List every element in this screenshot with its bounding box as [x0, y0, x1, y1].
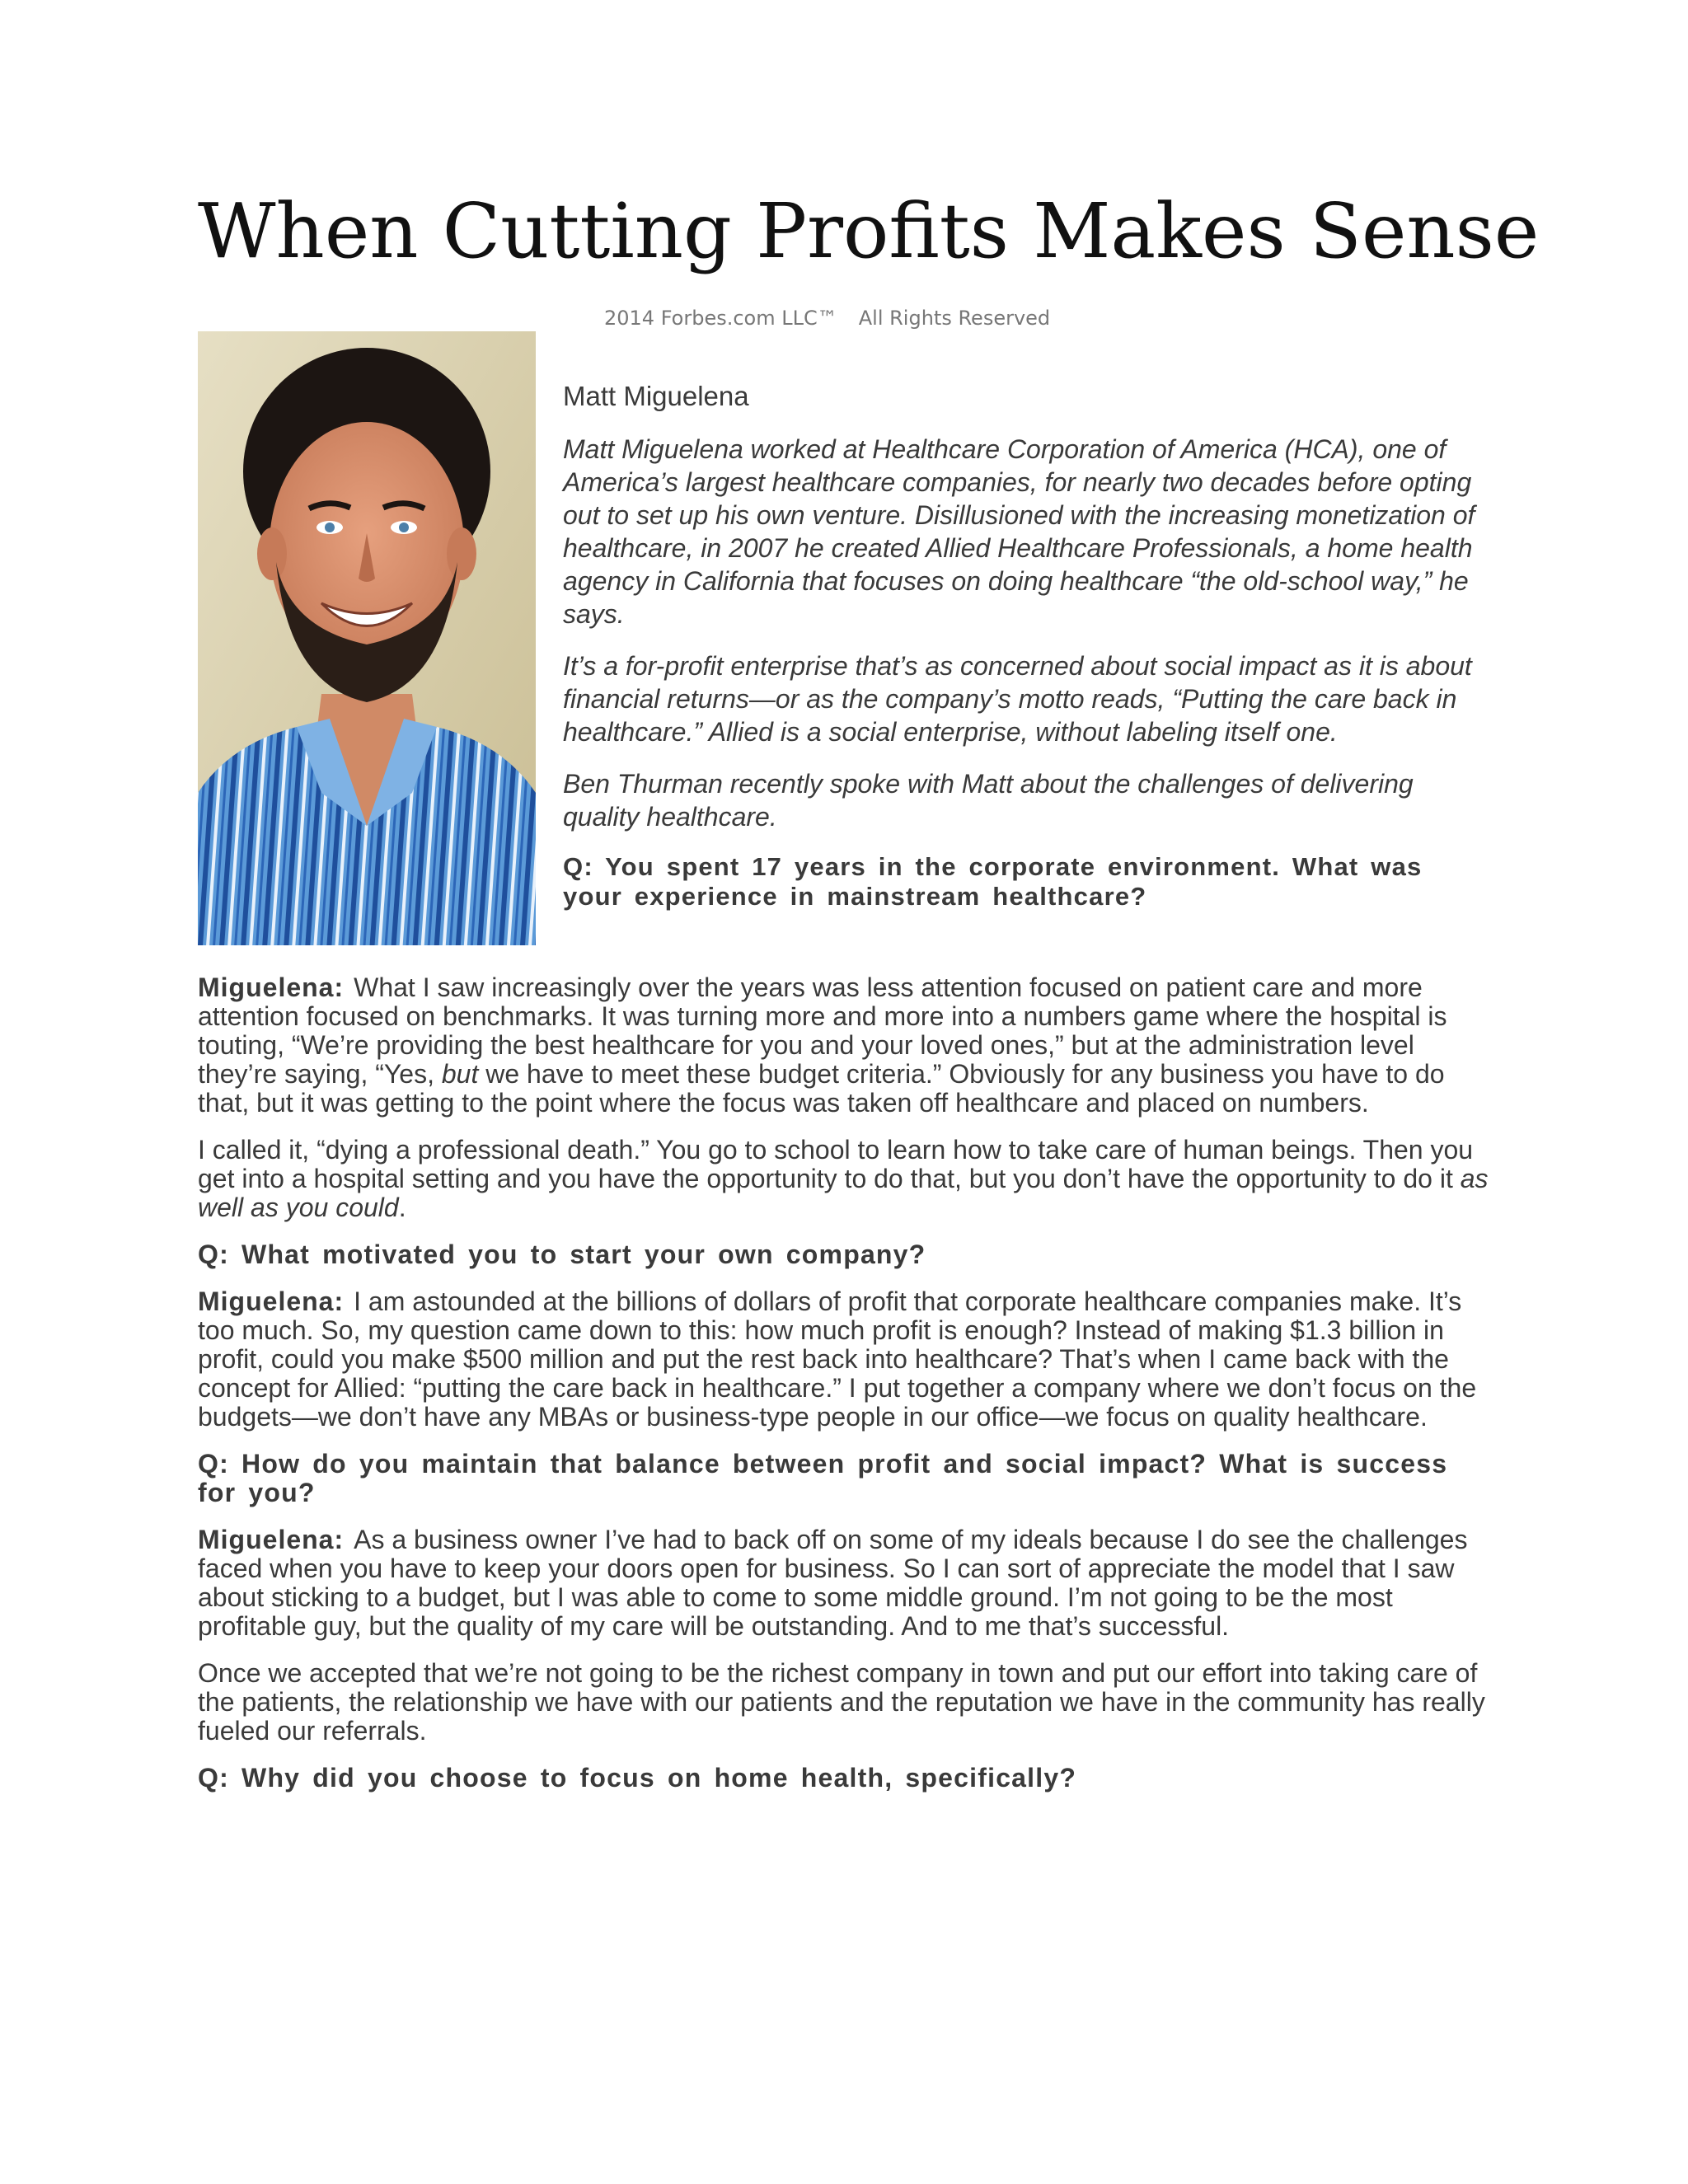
answer-text: .	[398, 1193, 406, 1222]
interview-question: Q: Why did you choose to focus on home health, specifically?	[198, 1763, 1077, 1793]
answer-emphasis: but	[441, 1059, 479, 1089]
author-byline: Matt Miguelena	[563, 381, 749, 411]
intro-paragraph: Matt Miguelena worked at Healthcare Corporation of America (HCA), one of America’s largest healthcare companies, for nearly two decades before opting out to set up his own venture. Disillusioned with the increasing monetization of healthcare, in 2007 he created Allied Healthcare Professionals, a home health agency in California that focuses on doing healthcare “the old-school way,” he says.	[563, 434, 1475, 630]
copyright-owner: 2014 Forbes.com LLC™	[604, 307, 837, 330]
answer-text: I called it, “dying a professional death.” You go to school to learn how to take care of human beings. Then you get into a hospital setting and you have the opportunity to do that, but you don’t have the opportunity to do it	[198, 1135, 1474, 1193]
answer-text: we have to meet these budget criteria.” Obviously for any business you have to do that, but it was getting to the point where the focus was taken off healthcare and placed on numbers.	[198, 1059, 1445, 1118]
answer-text: As a business owner I’ve had to back off on some of my ideals because I do see the challenges faced when you have to keep your doors open for business. So I can sort of appreciate the model that I saw about sticking to a budget, but I was able to come to some middle ground. I’m not going to be the most profitable guy, but the quality of my care will be outstanding. And to me that’s successful.	[198, 1525, 1468, 1641]
answer-paragraph	[198, 973, 1492, 1118]
article-title: When Cutting Profits Makes Sense	[198, 187, 1540, 275]
answer-emphasis: as well as you could	[198, 1164, 1489, 1222]
answer-paragraph	[198, 1136, 1492, 1222]
intro-paragraph: Ben Thurman recently spoke with Matt about the challenges of delivering quality healthcare.	[563, 769, 1414, 832]
speaker-label: Miguelena:	[198, 1286, 345, 1316]
interview-question: Q: You spent 17 years in the corporate environment. What was your experience in mainstream healthcare?	[563, 852, 1423, 912]
copyright-rights: All Rights Reserved	[858, 307, 1051, 330]
answer-text: What I saw increasingly over the years was less attention focused on patient care and more attention focused on benchmarks. It was turning more and more into a numbers game where the hospital is touting, “We’re providing the best healthcare for you and your loved ones,” but at the administration level they’re saying, “Yes,	[198, 972, 1447, 1089]
speaker-label: Miguelena:	[198, 1525, 345, 1554]
copyright-line	[604, 307, 1050, 330]
answer-paragraph	[198, 1526, 1492, 1641]
interview-question: Q: What motivated you to start your own company?	[198, 1240, 926, 1269]
intro-paragraph: It’s a for-profit enterprise that’s as concerned about social impact as it is about financial returns—or as the company’s motto reads, “Putting the care back in healthcare.” Allied is a social enterprise, without labeling itself one.	[563, 651, 1472, 748]
answer-paragraph	[198, 1287, 1492, 1432]
intro-column	[563, 379, 1479, 912]
interview-body	[198, 973, 1492, 1811]
speaker-label: Miguelena:	[198, 972, 345, 1002]
portrait-photo	[198, 331, 536, 945]
answer-text: I am astounded at the billions of dollars of profit that corporate healthcare companies make. It’s too much. So, my question came down to this: how much profit is enough? Instead of making $1.3 billion in profit, could you make $500 million and put the rest back into healthcare? That’s when I came back with the concept for Allied: “putting the care back in healthcare.” I put together a company where we don’t focus on the budgets—we don’t have any MBAs or business-type people in our office—we focus on quality healthcare.	[198, 1286, 1477, 1432]
answer-paragraph: Once we accepted that we’re not going to be the richest company in town and put our effort into taking care of the patients, the relationship we have with our patients and the reputation we have in the community has really fueled our referrals.	[198, 1658, 1485, 1746]
interview-question: Q: How do you maintain that balance between profit and social impact? What is success for you?	[198, 1449, 1448, 1507]
